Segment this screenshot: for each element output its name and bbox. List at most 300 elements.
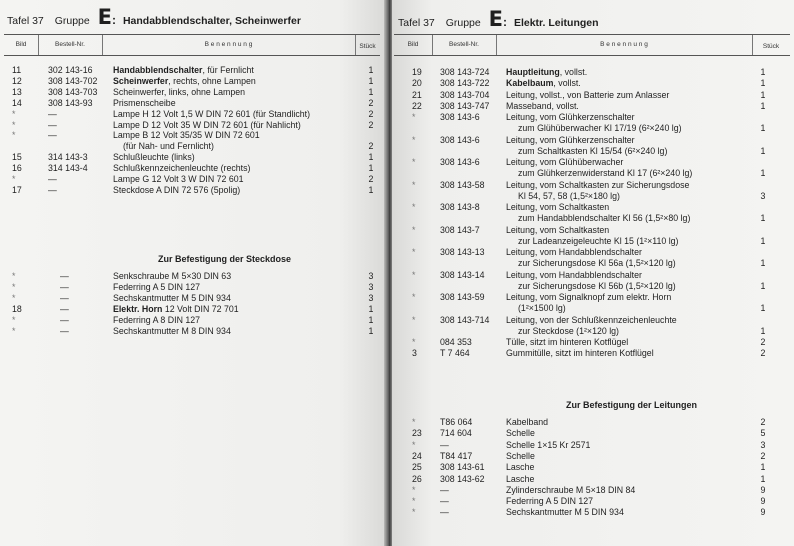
- part-description: Senkschraube M 5×30 DIN 63: [113, 271, 232, 281]
- bestell-number: —: [60, 314, 69, 325]
- parts-row: [396, 417, 790, 428]
- stueck-quantity: 3: [368, 281, 374, 292]
- part-description: Sechskantmutter M 5 DIN 934: [113, 292, 231, 303]
- stueck-quantity: 3: [760, 190, 766, 201]
- right-table-header: [394, 34, 790, 56]
- benennung: [506, 157, 623, 168]
- parts-row: [6, 326, 380, 337]
- benennung: [518, 281, 676, 292]
- benennung: [506, 417, 548, 428]
- bestell-number: 308 143-58: [440, 179, 485, 190]
- parts-row: [6, 109, 380, 120]
- benennung: [113, 326, 231, 337]
- parts-row: [396, 315, 790, 326]
- part-description: Scheinwerfer, links, ohne Lampen: [113, 86, 246, 97]
- bild-number: *: [12, 271, 16, 281]
- bild-number: 22: [412, 100, 422, 111]
- bestell-number: —: [60, 271, 69, 281]
- part-description: Kl 54, 57, 58 (1,5²×180 lg): [518, 190, 620, 201]
- benennung: [506, 270, 642, 281]
- parts-row: [396, 157, 790, 168]
- benennung: [506, 101, 579, 112]
- part-description: Gummitülle, sitzt im hinteren Kotflügel: [506, 348, 654, 359]
- bild-number: 14: [12, 97, 22, 108]
- parts-row: [396, 135, 790, 146]
- part-description: Leitung, vollst., von Batterie zum Anlasser: [506, 89, 670, 100]
- part-description: , rechts, ohne Lampen: [168, 75, 256, 86]
- right-page: [392, 0, 794, 546]
- bestell-number: 308 143-93: [48, 97, 93, 108]
- parts-row: [396, 485, 790, 496]
- gruppe-label: Gruppe: [54, 15, 90, 27]
- part-description: Sechskantmutter M 8 DIN 934: [113, 325, 231, 336]
- bild-number: 17: [12, 184, 22, 195]
- column-header-stueck: Stück: [762, 43, 780, 50]
- part-description: Zylinderschraube M 5×18 DIN 84: [506, 484, 636, 495]
- parts-row: [396, 112, 790, 123]
- part-description: Tülle, sitzt im hinteren Kotflügel: [506, 337, 629, 347]
- bild-number: 18: [12, 303, 22, 314]
- part-description: , vollst.: [559, 67, 588, 77]
- part-description: zum Schaltkasten Kl 15/54 (6²×240 lg): [518, 145, 668, 156]
- bestell-number: 314 143-3: [48, 152, 88, 163]
- part-description: Sechskantmutter M 5 DIN 934: [506, 507, 624, 518]
- parts-row: [396, 168, 790, 179]
- parts-row: [396, 213, 790, 224]
- parts-row: [396, 146, 790, 157]
- bestell-number: 314 143-4: [48, 163, 88, 174]
- parts-row: [396, 462, 790, 473]
- part-description: Federring A 5 DIN 127: [506, 496, 594, 507]
- part-name: Handabblendschalter: [113, 65, 203, 75]
- parts-row: [396, 225, 790, 236]
- part-description: Steckdose A DIN 72 576 (5polig): [113, 184, 241, 195]
- parts-row: [396, 247, 790, 258]
- part-name: Kabelbaum: [506, 78, 554, 89]
- benennung: [123, 141, 214, 152]
- benennung: [518, 146, 667, 157]
- benennung: [518, 213, 690, 224]
- benennung: [506, 428, 535, 439]
- stueck-quantity: 1: [760, 145, 766, 156]
- part-description: Leitung, vom Handabblendschalter: [506, 247, 642, 257]
- bestell-number: 308 143-6: [440, 157, 480, 167]
- part-description: (für Nah- und Fernlicht): [123, 141, 214, 152]
- parts-row: [396, 180, 790, 191]
- parts-row: [396, 90, 790, 101]
- parts-row: [396, 78, 790, 89]
- part-description: Schelle: [506, 450, 535, 461]
- bild-number: *: [412, 134, 416, 145]
- section-title: Zur Befestigung der Leitungen: [566, 400, 698, 410]
- stueck-quantity: 9: [760, 484, 766, 495]
- bild-number: *: [412, 337, 416, 347]
- stueck-quantity: 1: [368, 303, 374, 314]
- benennung: [113, 185, 240, 196]
- bild-number: *: [412, 224, 416, 235]
- stueck-quantity: 1: [760, 280, 766, 291]
- stueck-quantity: 2: [760, 337, 766, 347]
- stueck-quantity: 2: [368, 119, 374, 130]
- part-description: zum Glühüberwacher Kl 17/19 (6²×240 lg): [518, 123, 682, 134]
- bestell-number: T86 064: [440, 417, 473, 427]
- benennung: [518, 191, 620, 202]
- bild-number: *: [12, 325, 16, 336]
- benennung: [518, 236, 679, 247]
- stueck-quantity: 1: [368, 163, 374, 174]
- part-description: (1²×1500 lg): [518, 303, 566, 314]
- gruppe-colon: :: [503, 15, 508, 29]
- gruppe-letter: E: [97, 5, 113, 29]
- parts-row: [396, 67, 790, 78]
- bild-number: *: [412, 269, 416, 280]
- part-description: , für Fernlicht: [202, 65, 254, 75]
- benennung: [506, 247, 642, 258]
- part-description: Lampe D 12 Volt 35 W DIN 72 601 (für Nahlicht): [113, 119, 301, 130]
- part-description: zur Ladeanzeigeleuchte Kl 15 (1²×110 lg): [518, 235, 679, 246]
- part-description: Lampe G 12 Volt 3 W DIN 72 601: [113, 174, 244, 184]
- stueck-quantity: 1: [760, 100, 766, 111]
- bild-number: 3: [412, 348, 417, 359]
- bestell-number: 714 604: [440, 428, 472, 439]
- parts-row: [6, 174, 380, 185]
- bild-number: *: [12, 119, 16, 130]
- bestell-number: 308 143-6: [440, 112, 480, 122]
- parts-row: [396, 258, 790, 269]
- column-header-stueck: Stück: [359, 43, 376, 50]
- bild-number: *: [412, 439, 416, 450]
- part-description: Leitung, vom Schaltkasten: [506, 224, 610, 235]
- bestell-number: —: [60, 325, 69, 336]
- stueck-quantity: 9: [760, 507, 766, 518]
- stueck-quantity: 1: [760, 78, 766, 89]
- bestell-number: 308 143-702: [48, 75, 98, 86]
- parts-row: [6, 293, 380, 304]
- parts-row: [396, 101, 790, 112]
- bild-number: 19: [412, 67, 422, 77]
- bestell-number: —: [48, 174, 57, 184]
- bestell-number: —: [48, 184, 57, 195]
- bild-number: *: [12, 174, 16, 184]
- bild-number: 16: [12, 163, 22, 174]
- tafel-label: Tafel 37: [398, 17, 435, 29]
- parts-row: [396, 123, 790, 134]
- column-header-benennung: B e n e n n u n g: [496, 35, 753, 55]
- bestell-number: 308 143-59: [440, 292, 485, 302]
- page-title: Elektr. Leitungen: [513, 17, 599, 29]
- benennung: [506, 225, 609, 236]
- part-description: 12 Volt DIN 72 701: [162, 303, 239, 314]
- part-description: Leitung, vom Signalknopf zum elektr. Horn: [506, 292, 672, 302]
- parts-row: [6, 76, 380, 87]
- benennung: [506, 440, 590, 451]
- bestell-number: —: [440, 507, 449, 518]
- part-description: , vollst.: [553, 78, 581, 89]
- part-description: Leitung, vom Schaltkasten: [506, 202, 610, 212]
- part-description: Lasche: [506, 473, 535, 484]
- bestell-number: 308 143-13: [440, 247, 485, 257]
- benennung: [506, 78, 581, 89]
- stueck-quantity: 3: [760, 439, 766, 450]
- left-table-header: [4, 34, 380, 56]
- parts-row: [396, 496, 790, 507]
- benennung: [113, 65, 254, 76]
- stueck-quantity: 2: [760, 348, 766, 359]
- bestell-number: 308 143-7: [440, 224, 480, 235]
- benennung: [518, 168, 692, 179]
- parts-row: [396, 270, 790, 281]
- stueck-quantity: 1: [760, 473, 766, 484]
- stueck-quantity: 3: [368, 292, 374, 303]
- part-description: Lampe H 12 Volt 1,5 W DIN 72 601 (für Standlicht): [113, 108, 311, 119]
- benennung: [518, 123, 682, 134]
- parts-row: [396, 202, 790, 213]
- bild-number: *: [412, 202, 416, 212]
- column-header-bild: Bild: [4, 35, 39, 55]
- benennung: [113, 87, 245, 98]
- parts-row: [6, 87, 380, 98]
- benennung: [113, 163, 250, 174]
- stueck-quantity: 1: [760, 89, 766, 100]
- part-description: Kabelband: [506, 417, 549, 427]
- bild-number: *: [412, 496, 416, 507]
- section-title: Zur Befestigung der Steckdose: [158, 254, 292, 264]
- page-title: Handabblendschalter, Scheinwerfer: [122, 15, 301, 27]
- bestell-number: 308 143-714: [440, 314, 490, 325]
- part-description: Schelle: [506, 428, 535, 439]
- part-description: Schelle 1×15 Kr 2571: [506, 439, 591, 450]
- parts-row: [6, 65, 380, 76]
- bestell-number: T84 417: [440, 450, 473, 461]
- bestell-number: 308 143-747: [440, 100, 490, 111]
- part-description: Leitung, vom Glühkerzenschalter: [506, 134, 635, 145]
- benennung: [506, 180, 689, 191]
- part-description: Schlußkennzeichenleuchte (rechts): [113, 163, 251, 174]
- part-description: Leitung, vom Glühüberwacher: [506, 157, 624, 167]
- bild-number: *: [12, 281, 16, 292]
- benennung: [506, 112, 635, 123]
- bild-number: *: [412, 112, 416, 122]
- parts-row: [6, 163, 380, 174]
- parts-row: [6, 315, 380, 326]
- benennung: [506, 337, 628, 348]
- stueck-quantity: 2: [368, 97, 374, 108]
- stueck-quantity: 1: [368, 314, 374, 325]
- bild-number: 15: [12, 152, 22, 163]
- part-description: zur Sicherungsdose Kl 56b (1,5²×120 lg): [518, 280, 676, 291]
- stueck-quantity: 1: [368, 152, 374, 163]
- benennung: [506, 485, 635, 496]
- part-description: zur Steckdose (1²×120 lg): [518, 325, 619, 336]
- bestell-number: 308 143-14: [440, 269, 485, 280]
- benennung: [518, 258, 676, 269]
- parts-row: [396, 348, 790, 359]
- left-page-header: [7, 5, 301, 31]
- bild-number: 20: [412, 78, 422, 89]
- parts-row: [6, 271, 380, 282]
- gruppe-colon: :: [112, 13, 117, 27]
- benennung: [506, 135, 635, 146]
- stueck-quantity: 1: [760, 67, 766, 77]
- stueck-quantity: 1: [760, 123, 766, 134]
- parts-row: [396, 281, 790, 292]
- benennung: [506, 451, 535, 462]
- stueck-quantity: 1: [760, 258, 766, 269]
- benennung: [506, 202, 609, 213]
- bestell-number: —: [60, 303, 69, 314]
- part-description: zum Glühkerzenwiderstand Kl 17 (6²×240 lg): [518, 168, 693, 179]
- benennung: [113, 271, 231, 282]
- stueck-quantity: 1: [368, 65, 374, 75]
- bild-number: 26: [412, 473, 422, 484]
- bild-number: 21: [412, 89, 422, 100]
- column-header-bestell: Bestell-Nr.: [38, 35, 103, 55]
- part-description: zum Handabblendschalter Kl 56 (1,5²×80 lg): [518, 213, 691, 224]
- tafel-label: Tafel 37: [7, 15, 44, 27]
- bild-number: *: [412, 417, 416, 427]
- bestell-number: —: [48, 119, 57, 130]
- bestell-number: 308 143-703: [48, 86, 98, 97]
- bestell-number: —: [48, 130, 57, 141]
- part-description: Schlußleuchte (links): [113, 152, 195, 163]
- benennung: [506, 315, 677, 326]
- benennung: [113, 174, 244, 185]
- benennung: [506, 348, 654, 359]
- stueck-quantity: 2: [368, 174, 374, 184]
- part-description: Lasche: [506, 462, 535, 473]
- part-description: Leitung, vom Schaltkasten zur Sicherungsdose: [506, 179, 690, 190]
- gruppe-letter: E: [488, 7, 504, 31]
- benennung: [506, 292, 671, 303]
- gruppe-label: Gruppe: [445, 17, 481, 29]
- benennung: [506, 496, 593, 507]
- parts-row: [396, 326, 790, 337]
- benennung: [518, 303, 566, 314]
- benennung: [113, 130, 260, 141]
- bestell-number: —: [60, 292, 69, 303]
- stueck-quantity: 2: [760, 417, 766, 427]
- bild-number: 25: [412, 462, 422, 473]
- stueck-quantity: 5: [760, 428, 766, 439]
- parts-row: [6, 152, 380, 163]
- part-description: Leitung, vom Handabblendschalter: [506, 269, 642, 280]
- bild-number: *: [412, 484, 416, 495]
- benennung: [113, 304, 239, 315]
- bild-number: 12: [12, 75, 22, 86]
- bild-number: *: [12, 130, 16, 141]
- parts-row: [396, 440, 790, 451]
- bestell-number: —: [48, 108, 57, 119]
- parts-row: [6, 304, 380, 315]
- parts-row: [396, 292, 790, 303]
- bestell-number: —: [60, 281, 69, 292]
- bild-number: *: [12, 314, 16, 325]
- bestell-number: 308 143-704: [440, 89, 490, 100]
- bild-number: *: [412, 507, 416, 518]
- benennung: [518, 326, 619, 337]
- part-description: Prismenscheibe: [113, 97, 176, 108]
- benennung: [113, 315, 200, 326]
- parts-row: [396, 474, 790, 485]
- benennung: [113, 293, 231, 304]
- part-description: Federring A 8 DIN 127: [113, 314, 201, 325]
- stueck-quantity: 2: [368, 108, 374, 119]
- benennung: [113, 120, 301, 131]
- parts-row: [396, 236, 790, 247]
- parts-row: [396, 191, 790, 202]
- benennung: [113, 98, 176, 109]
- part-name: Elektr. Horn: [113, 303, 163, 314]
- bestell-number: T 7 464: [440, 348, 470, 359]
- bestell-number: 308 143-62: [440, 473, 485, 484]
- stueck-quantity: 1: [368, 86, 374, 97]
- column-header-benennung: B e n e n n u n g: [102, 35, 356, 55]
- stueck-quantity: 1: [760, 235, 766, 246]
- parts-row: [6, 185, 380, 196]
- benennung: [506, 507, 624, 518]
- stueck-quantity: 1: [760, 168, 766, 179]
- stueck-quantity: 1: [760, 462, 766, 473]
- parts-row: [396, 507, 790, 518]
- bild-number: *: [412, 179, 416, 190]
- bild-number: 11: [12, 65, 22, 75]
- stueck-quantity: 1: [368, 184, 374, 195]
- right-page-header: [398, 7, 599, 33]
- parts-row: [396, 428, 790, 439]
- bild-number: 23: [412, 428, 422, 439]
- bestell-number: 308 143-61: [440, 462, 485, 473]
- part-description: zur Sicherungsdose Kl 56a (1,5²×120 lg): [518, 258, 676, 269]
- part-description: Masseband, vollst.: [506, 100, 579, 111]
- bestell-number: 084 353: [440, 337, 472, 347]
- stueck-quantity: 1: [760, 325, 766, 336]
- stueck-quantity: 1: [760, 213, 766, 224]
- bestell-number: 308 143-722: [440, 78, 490, 89]
- bestell-number: 308 143-724: [440, 67, 490, 77]
- stueck-quantity: 9: [760, 496, 766, 507]
- bestell-number: —: [440, 496, 449, 507]
- parts-row: [396, 337, 790, 348]
- parts-row: [6, 130, 380, 141]
- benennung: [506, 90, 669, 101]
- stueck-quantity: 1: [760, 303, 766, 314]
- bestell-number: 302 143-16: [48, 65, 93, 75]
- benennung: [113, 109, 310, 120]
- bild-number: *: [412, 247, 416, 257]
- benennung: [113, 282, 200, 293]
- stueck-quantity: 3: [368, 271, 374, 281]
- benennung: [113, 76, 256, 87]
- part-name: Scheinwerfer: [113, 75, 169, 86]
- benennung: [506, 462, 534, 473]
- stueck-quantity: 2: [760, 450, 766, 461]
- bild-number: 13: [12, 86, 22, 97]
- parts-row: [6, 282, 380, 293]
- bild-number: 24: [412, 450, 422, 461]
- part-name: Hauptleitung: [506, 67, 560, 77]
- column-header-bild: Bild: [394, 35, 433, 55]
- parts-row: [396, 451, 790, 462]
- bild-number: *: [412, 157, 416, 167]
- bestell-number: 308 143-8: [440, 202, 480, 212]
- bild-number: *: [12, 108, 16, 119]
- part-description: Leitung, vom Glühkerzenschalter: [506, 112, 635, 122]
- benennung: [506, 474, 534, 485]
- bestell-number: —: [440, 439, 449, 450]
- parts-row: [6, 141, 380, 152]
- parts-row: [6, 120, 380, 131]
- stueck-quantity: 1: [368, 75, 374, 86]
